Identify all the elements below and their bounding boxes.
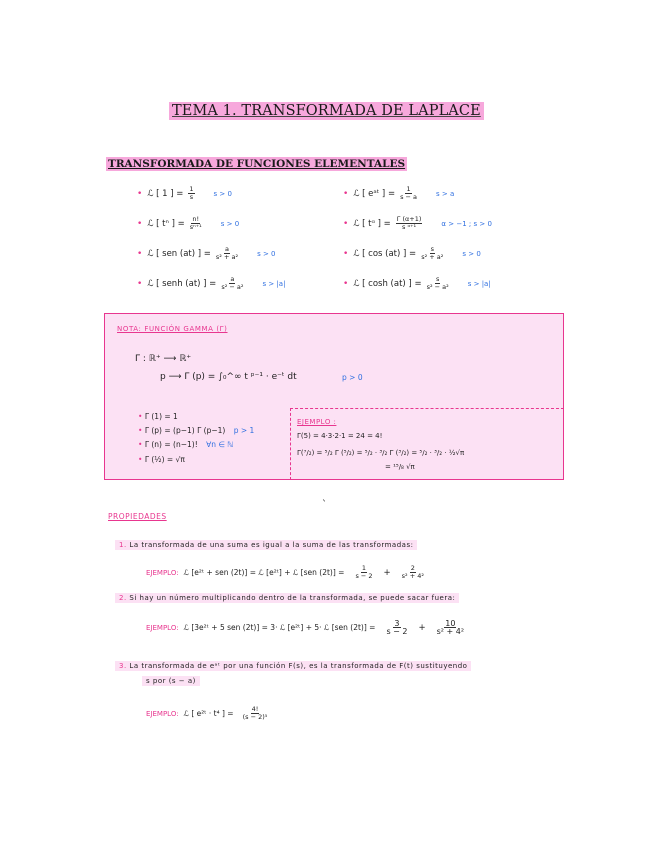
bullet-icon: • [137, 248, 143, 259]
gamma-example-line-3: = ¹⁵/₈ √π [385, 463, 415, 471]
gamma-prop-1: • Γ (1) = 1 [138, 412, 178, 421]
properties-label: PROPIEDADES [108, 512, 167, 521]
gamma-prop-2: • Γ (p) = (p−1) Γ (p−1) p > 1 [138, 426, 255, 435]
bullet-icon: • [343, 188, 349, 199]
formula-left-1: • ℒ [ 1 ] = $\frac{1}{s}$ s > 0 [137, 185, 232, 201]
bullet-icon: • [137, 188, 143, 199]
gamma-example-label: EJEMPLO : [297, 418, 337, 426]
section-subtitle: TRANSFORMADA DE FUNCIONES ELEMENTALES [108, 158, 406, 170]
gamma-def-condition: p > 0 [342, 373, 363, 382]
bullet-icon: • [137, 278, 143, 289]
gamma-note-label: NOTA: FUNCIÓN GAMMA (Γ) [117, 325, 228, 333]
property-3-example: EJEMPLO: ℒ [ e²ᵗ · t⁴ ] = $\frac{4!}{\text{(s − 2)⁵}}$ [146, 705, 268, 721]
property-1-example: EJEMPLO: ℒ [e²ᵗ + sen (2t)] = ℒ [e²ᵗ] + ℒ [sen (2t)] = $\frac{1}{s - 2}$ + $\frac{2}{\text{s² + 4²}}$ [146, 564, 424, 580]
formula-right-4: • ℒ [ cosh (at) ] = $\frac{s}{\text{s² − a²}}$ s > |a| [343, 275, 491, 291]
bullet-icon: • [343, 218, 349, 229]
property-1-text: 1. La transformada de una suma es igual a la suma de las transformadas: [115, 540, 417, 550]
gamma-example-line-1: Γ(5) = 4·3·2·1 = 24 = 4! [297, 432, 383, 440]
property-3-text: 3. La transformada de eᵃᵗ por una función F(s), es la transformada de F(t) sustituyendo [115, 661, 471, 671]
property-2-example: EJEMPLO: ℒ [3e²ᵗ + 5 sen (2t)] = 3· ℒ [e²ᵗ] + 5· ℒ [sen (2t)] = $\frac{3}{s - 2}$ + $\frac{10}{\text{s² + 4²}}$ [146, 619, 465, 636]
formula-right-1: • ℒ [ eᵃᵗ ] = $\frac{1}{s - a}$ s > a [343, 185, 455, 201]
formula-right-2: • ℒ [ tᵅ ] = $\frac{\Gamma (\alpha+1)}{\text{s ᵅ⁺¹}}$ α > −1 ; s > 0 [343, 215, 492, 231]
property-3-text-2: s por (s − a) [142, 676, 200, 686]
gamma-definition: p ⟶ Γ (p) = ∫₀^∞ t ᵖ⁻¹ · e⁻ᵗ dt [160, 372, 297, 382]
gamma-map-line: Γ : ℝ⁺ ⟶ ℝ⁺ [135, 354, 192, 364]
gamma-prop-3: • Γ (n) = (n−1)! ∀n ∈ ℕ [138, 440, 234, 449]
formula-left-2: • ℒ [ tⁿ ] = $\frac{n!}{\text{sⁿ⁺¹}}$ s > 0 [137, 215, 240, 231]
gamma-example-line-2: Γ(⁷/₂) = ⁵/₂ Γ (⁵/₂) = ⁵/₂ · ³/₂ Γ (³/₂) = ⁵/₂ · ³/₂ · ½√π [297, 449, 465, 457]
gamma-prop-4: • Γ (½) = √π [138, 455, 185, 464]
formula-right-3: • ℒ [ cos (at) ] = $\frac{s}{\text{s² + a²}}$ s > 0 [343, 245, 481, 261]
formula-left-3: • ℒ [ sen (at) ] = $\frac{a}{\text{s² + a²}}$ s > 0 [137, 245, 276, 261]
page-title: TEMA 1. TRANSFORMADA DE LAPLACE [169, 102, 484, 120]
bullet-icon: • [137, 218, 143, 229]
property-2-text: 2. Si hay un número multiplicando dentro de la transformada, se puede sacar fuera: [115, 593, 459, 603]
bullet-icon: • [343, 248, 349, 259]
stray-mark: ˋ [322, 500, 327, 511]
formula-left-4: • ℒ [ senh (at) ] = $\frac{a}{\text{s² − a²}}$ s > |a| [137, 275, 286, 291]
bullet-icon: • [343, 278, 349, 289]
